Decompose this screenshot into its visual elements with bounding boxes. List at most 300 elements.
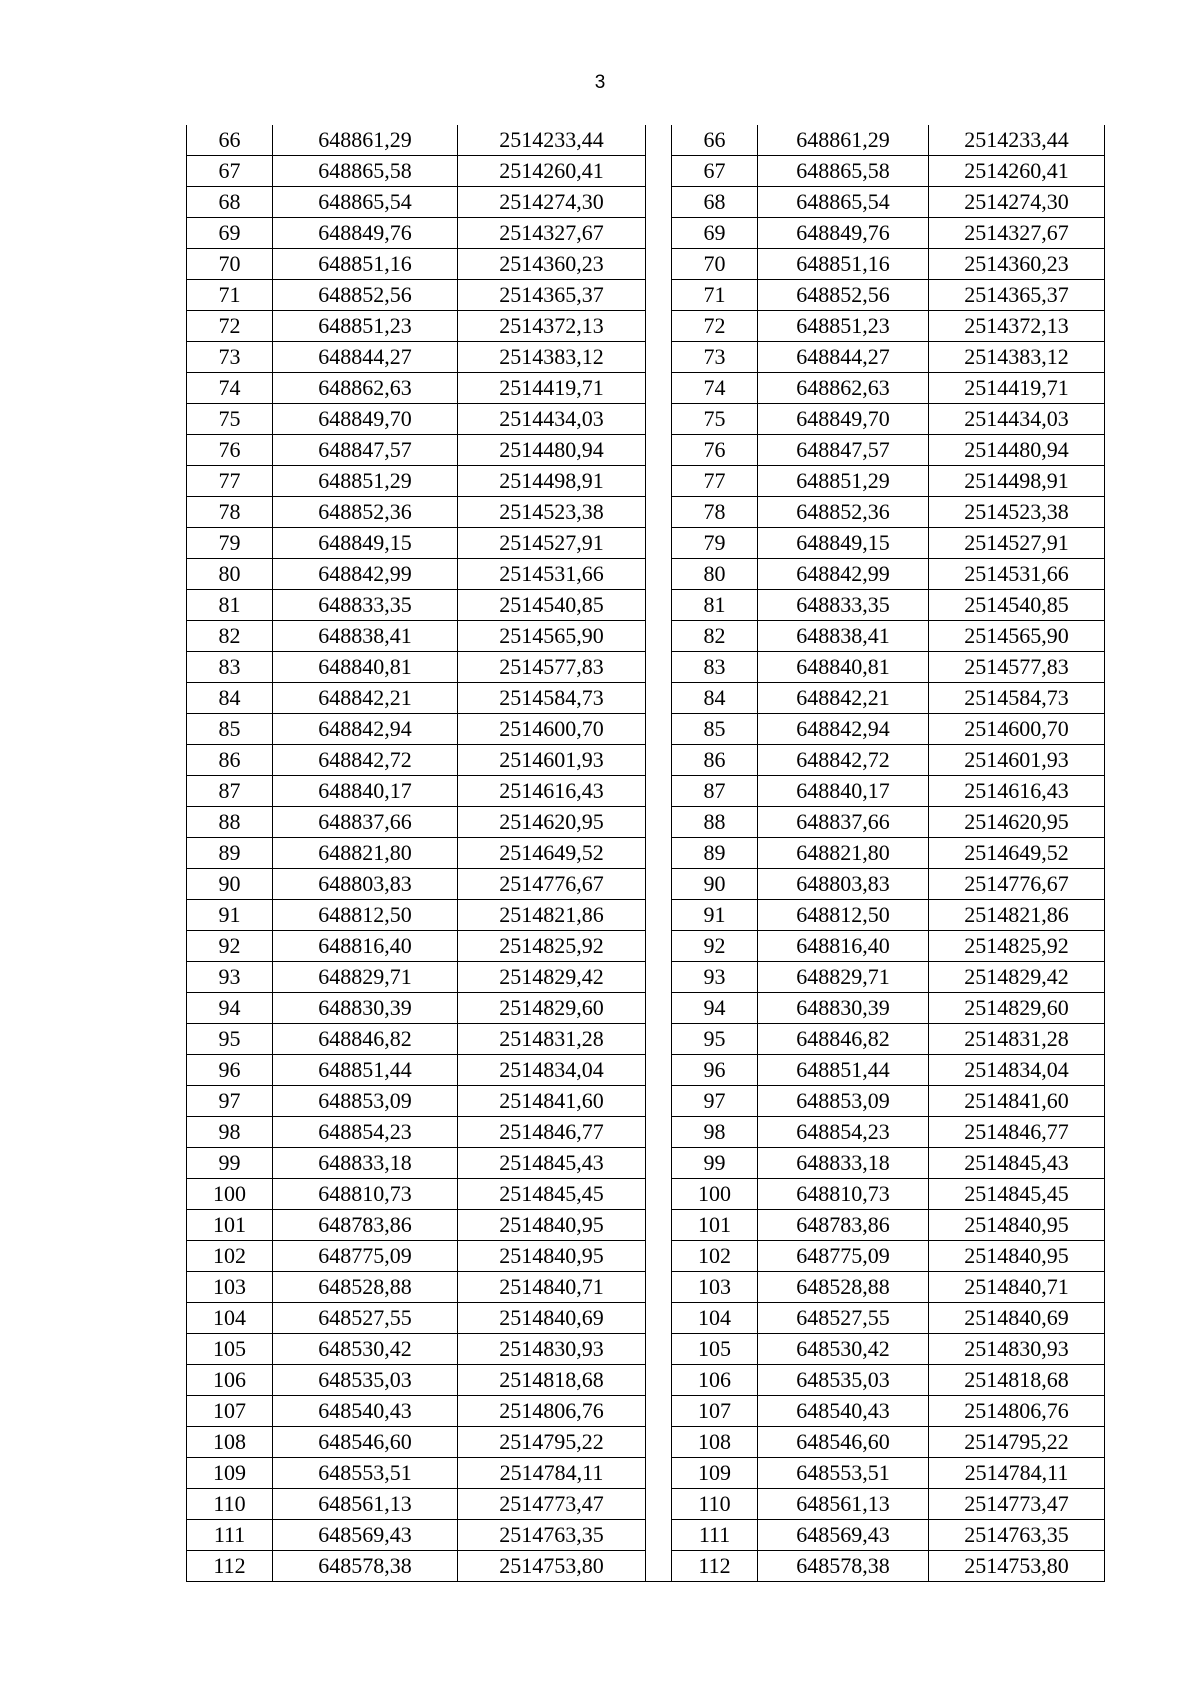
left-point-number-cell: 83 [187,652,273,683]
right-y-coordinate-cell: 2514840,95 [929,1210,1105,1241]
right-point-number-cell: 81 [672,590,758,621]
right-x-coordinate-cell: 648553,51 [758,1458,929,1489]
left-x-coordinate-cell: 648852,56 [273,280,458,311]
right-point-number-cell: 108 [672,1427,758,1458]
right-x-coordinate-cell: 648528,88 [758,1272,929,1303]
left-point-number-cell: 68 [187,187,273,218]
left-x-coordinate-cell: 648861,29 [273,125,458,156]
right-y-coordinate-cell: 2514498,91 [929,466,1105,497]
left-y-coordinate-cell: 2514840,71 [458,1272,646,1303]
right-point-number-cell: 76 [672,435,758,466]
right-y-coordinate-cell: 2514434,03 [929,404,1105,435]
left-x-coordinate-cell: 648530,42 [273,1334,458,1365]
right-y-coordinate-cell: 2514830,93 [929,1334,1105,1365]
column-separator [646,900,672,931]
left-point-number-cell: 72 [187,311,273,342]
right-y-coordinate-cell: 2514480,94 [929,435,1105,466]
left-y-coordinate-cell: 2514233,44 [458,125,646,156]
left-point-number-cell: 71 [187,280,273,311]
right-x-coordinate-cell: 648842,72 [758,745,929,776]
left-x-coordinate-cell: 648803,83 [273,869,458,900]
right-x-coordinate-cell: 648803,83 [758,869,929,900]
column-separator [646,435,672,466]
left-y-coordinate-cell: 2514601,93 [458,745,646,776]
left-y-coordinate-cell: 2514365,37 [458,280,646,311]
right-x-coordinate-cell: 648846,82 [758,1024,929,1055]
column-separator [646,869,672,900]
left-x-coordinate-cell: 648844,27 [273,342,458,373]
right-x-coordinate-cell: 648527,55 [758,1303,929,1334]
right-x-coordinate-cell: 648851,23 [758,311,929,342]
page-number: 3 [594,72,606,93]
right-point-number-cell: 100 [672,1179,758,1210]
table-row [187,1396,1105,1427]
right-y-coordinate-cell: 2514795,22 [929,1427,1105,1458]
right-y-coordinate-cell: 2514233,44 [929,125,1105,156]
right-y-coordinate-cell: 2514327,67 [929,218,1105,249]
left-point-number-cell: 84 [187,683,273,714]
left-y-coordinate-cell: 2514830,93 [458,1334,646,1365]
left-x-coordinate-cell: 648840,17 [273,776,458,807]
left-x-coordinate-cell: 648842,94 [273,714,458,745]
table-row [187,187,1105,218]
right-x-coordinate-cell: 648842,94 [758,714,929,745]
right-y-coordinate-cell: 2514577,83 [929,652,1105,683]
right-point-number-cell: 69 [672,218,758,249]
right-y-coordinate-cell: 2514419,71 [929,373,1105,404]
column-separator [646,1241,672,1272]
left-point-number-cell: 82 [187,621,273,652]
table-row [187,1365,1105,1396]
right-point-number-cell: 77 [672,466,758,497]
column-separator [646,404,672,435]
right-x-coordinate-cell: 648810,73 [758,1179,929,1210]
column-separator [646,652,672,683]
right-y-coordinate-cell: 2514383,12 [929,342,1105,373]
column-separator [646,559,672,590]
right-point-number-cell: 75 [672,404,758,435]
right-y-coordinate-cell: 2514834,04 [929,1055,1105,1086]
right-x-coordinate-cell: 648862,63 [758,373,929,404]
left-x-coordinate-cell: 648853,09 [273,1086,458,1117]
column-separator [646,1179,672,1210]
left-y-coordinate-cell: 2514434,03 [458,404,646,435]
right-x-coordinate-cell: 648535,03 [758,1365,929,1396]
left-y-coordinate-cell: 2514829,60 [458,993,646,1024]
left-point-number-cell: 92 [187,931,273,962]
column-separator [646,1024,672,1055]
table-row [187,962,1105,993]
left-point-number-cell: 78 [187,497,273,528]
left-y-coordinate-cell: 2514649,52 [458,838,646,869]
right-y-coordinate-cell: 2514825,92 [929,931,1105,962]
table-row [187,249,1105,280]
left-y-coordinate-cell: 2514818,68 [458,1365,646,1396]
column-separator [646,590,672,621]
left-x-coordinate-cell: 648851,44 [273,1055,458,1086]
right-x-coordinate-cell: 648833,18 [758,1148,929,1179]
left-x-coordinate-cell: 648854,23 [273,1117,458,1148]
left-point-number-cell: 87 [187,776,273,807]
left-x-coordinate-cell: 648837,66 [273,807,458,838]
right-point-number-cell: 102 [672,1241,758,1272]
table-row [187,1024,1105,1055]
right-point-number-cell: 97 [672,1086,758,1117]
right-y-coordinate-cell: 2514840,69 [929,1303,1105,1334]
table-row [187,342,1105,373]
left-y-coordinate-cell: 2514274,30 [458,187,646,218]
right-point-number-cell: 88 [672,807,758,838]
left-point-number-cell: 109 [187,1458,273,1489]
right-point-number-cell: 98 [672,1117,758,1148]
left-x-coordinate-cell: 648865,58 [273,156,458,187]
table-row [187,528,1105,559]
table-row [187,497,1105,528]
right-y-coordinate-cell: 2514372,13 [929,311,1105,342]
left-x-coordinate-cell: 648546,60 [273,1427,458,1458]
left-point-number-cell: 86 [187,745,273,776]
right-x-coordinate-cell: 648821,80 [758,838,929,869]
table-row [187,280,1105,311]
table-row [187,838,1105,869]
column-separator [646,249,672,280]
right-y-coordinate-cell: 2514763,35 [929,1520,1105,1551]
table-row [187,218,1105,249]
left-point-number-cell: 102 [187,1241,273,1272]
table-row [187,807,1105,838]
left-y-coordinate-cell: 2514327,67 [458,218,646,249]
right-point-number-cell: 104 [672,1303,758,1334]
column-separator [646,776,672,807]
left-point-number-cell: 105 [187,1334,273,1365]
right-point-number-cell: 87 [672,776,758,807]
left-point-number-cell: 89 [187,838,273,869]
right-x-coordinate-cell: 648849,15 [758,528,929,559]
left-x-coordinate-cell: 648849,70 [273,404,458,435]
right-y-coordinate-cell: 2514773,47 [929,1489,1105,1520]
table-row [187,869,1105,900]
right-x-coordinate-cell: 648816,40 [758,931,929,962]
left-point-number-cell: 70 [187,249,273,280]
column-separator [646,1148,672,1179]
column-separator [646,125,672,156]
right-x-coordinate-cell: 648851,29 [758,466,929,497]
left-y-coordinate-cell: 2514834,04 [458,1055,646,1086]
table-row [187,900,1105,931]
right-point-number-cell: 84 [672,683,758,714]
table-row [187,1489,1105,1520]
left-x-coordinate-cell: 648840,81 [273,652,458,683]
table-row [187,652,1105,683]
column-separator [646,1086,672,1117]
column-separator [646,497,672,528]
right-point-number-cell: 89 [672,838,758,869]
right-point-number-cell: 110 [672,1489,758,1520]
column-separator [646,807,672,838]
left-point-number-cell: 74 [187,373,273,404]
left-y-coordinate-cell: 2514845,43 [458,1148,646,1179]
left-x-coordinate-cell: 648865,54 [273,187,458,218]
column-separator [646,1272,672,1303]
left-y-coordinate-cell: 2514753,80 [458,1551,646,1582]
left-y-coordinate-cell: 2514372,13 [458,311,646,342]
right-y-coordinate-cell: 2514274,30 [929,187,1105,218]
column-separator [646,962,672,993]
left-point-number-cell: 96 [187,1055,273,1086]
table-row [187,1427,1105,1458]
column-separator [646,1427,672,1458]
column-separator [646,683,672,714]
left-y-coordinate-cell: 2514840,95 [458,1210,646,1241]
right-y-coordinate-cell: 2514840,71 [929,1272,1105,1303]
coordinates-table-body [187,125,1105,1582]
left-x-coordinate-cell: 648851,23 [273,311,458,342]
right-y-coordinate-cell: 2514260,41 [929,156,1105,187]
table-row [187,1055,1105,1086]
left-x-coordinate-cell: 648846,82 [273,1024,458,1055]
right-x-coordinate-cell: 648842,21 [758,683,929,714]
right-point-number-cell: 71 [672,280,758,311]
column-separator [646,1334,672,1365]
left-point-number-cell: 73 [187,342,273,373]
left-x-coordinate-cell: 648775,09 [273,1241,458,1272]
right-point-number-cell: 105 [672,1334,758,1365]
left-x-coordinate-cell: 648849,15 [273,528,458,559]
left-point-number-cell: 100 [187,1179,273,1210]
left-x-coordinate-cell: 648569,43 [273,1520,458,1551]
left-y-coordinate-cell: 2514480,94 [458,435,646,466]
right-x-coordinate-cell: 648852,56 [758,280,929,311]
column-separator [646,466,672,497]
right-x-coordinate-cell: 648540,43 [758,1396,929,1427]
left-y-coordinate-cell: 2514620,95 [458,807,646,838]
left-x-coordinate-cell: 648821,80 [273,838,458,869]
table-row [187,373,1105,404]
left-point-number-cell: 104 [187,1303,273,1334]
left-y-coordinate-cell: 2514825,92 [458,931,646,962]
right-x-coordinate-cell: 648849,70 [758,404,929,435]
left-y-coordinate-cell: 2514616,43 [458,776,646,807]
column-separator [646,993,672,1024]
right-x-coordinate-cell: 648865,54 [758,187,929,218]
left-y-coordinate-cell: 2514763,35 [458,1520,646,1551]
left-point-number-cell: 81 [187,590,273,621]
table-row [187,621,1105,652]
left-x-coordinate-cell: 648842,72 [273,745,458,776]
right-y-coordinate-cell: 2514821,86 [929,900,1105,931]
right-x-coordinate-cell: 648838,41 [758,621,929,652]
right-point-number-cell: 74 [672,373,758,404]
right-point-number-cell: 86 [672,745,758,776]
table-row [187,590,1105,621]
left-x-coordinate-cell: 648783,86 [273,1210,458,1241]
left-point-number-cell: 77 [187,466,273,497]
left-y-coordinate-cell: 2514773,47 [458,1489,646,1520]
right-point-number-cell: 82 [672,621,758,652]
table-row [187,156,1105,187]
left-point-number-cell: 107 [187,1396,273,1427]
column-separator [646,1303,672,1334]
right-x-coordinate-cell: 648840,81 [758,652,929,683]
left-x-coordinate-cell: 648540,43 [273,1396,458,1427]
right-point-number-cell: 90 [672,869,758,900]
left-x-coordinate-cell: 648842,99 [273,559,458,590]
right-x-coordinate-cell: 648829,71 [758,962,929,993]
left-y-coordinate-cell: 2514527,91 [458,528,646,559]
right-point-number-cell: 95 [672,1024,758,1055]
column-separator [646,187,672,218]
column-separator [646,931,672,962]
left-y-coordinate-cell: 2514840,95 [458,1241,646,1272]
right-x-coordinate-cell: 648844,27 [758,342,929,373]
right-point-number-cell: 79 [672,528,758,559]
left-x-coordinate-cell: 648851,29 [273,466,458,497]
left-x-coordinate-cell: 648578,38 [273,1551,458,1582]
left-x-coordinate-cell: 648535,03 [273,1365,458,1396]
left-point-number-cell: 98 [187,1117,273,1148]
left-y-coordinate-cell: 2514577,83 [458,652,646,683]
left-y-coordinate-cell: 2514584,73 [458,683,646,714]
right-x-coordinate-cell: 648840,17 [758,776,929,807]
table-row [187,1272,1105,1303]
column-separator [646,311,672,342]
table-row [187,1241,1105,1272]
column-separator [646,1458,672,1489]
left-point-number-cell: 75 [187,404,273,435]
right-x-coordinate-cell: 648854,23 [758,1117,929,1148]
table-row [187,931,1105,962]
right-x-coordinate-cell: 648830,39 [758,993,929,1024]
table-row [187,1210,1105,1241]
right-x-coordinate-cell: 648851,44 [758,1055,929,1086]
left-y-coordinate-cell: 2514840,69 [458,1303,646,1334]
column-separator [646,1055,672,1086]
right-x-coordinate-cell: 648546,60 [758,1427,929,1458]
table-row [187,466,1105,497]
left-y-coordinate-cell: 2514531,66 [458,559,646,590]
column-separator [646,342,672,373]
right-y-coordinate-cell: 2514620,95 [929,807,1105,838]
column-separator [646,1117,672,1148]
left-x-coordinate-cell: 648852,36 [273,497,458,528]
right-y-coordinate-cell: 2514776,67 [929,869,1105,900]
right-x-coordinate-cell: 648561,13 [758,1489,929,1520]
right-x-coordinate-cell: 648853,09 [758,1086,929,1117]
right-x-coordinate-cell: 648847,57 [758,435,929,466]
left-y-coordinate-cell: 2514540,85 [458,590,646,621]
left-x-coordinate-cell: 648810,73 [273,1179,458,1210]
left-y-coordinate-cell: 2514523,38 [458,497,646,528]
right-point-number-cell: 93 [672,962,758,993]
right-x-coordinate-cell: 648833,35 [758,590,929,621]
right-point-number-cell: 111 [672,1520,758,1551]
left-point-number-cell: 101 [187,1210,273,1241]
right-y-coordinate-cell: 2514845,43 [929,1148,1105,1179]
right-x-coordinate-cell: 648578,38 [758,1551,929,1582]
right-point-number-cell: 92 [672,931,758,962]
column-separator [646,218,672,249]
left-y-coordinate-cell: 2514795,22 [458,1427,646,1458]
right-point-number-cell: 96 [672,1055,758,1086]
left-point-number-cell: 103 [187,1272,273,1303]
left-y-coordinate-cell: 2514821,86 [458,900,646,931]
right-x-coordinate-cell: 648775,09 [758,1241,929,1272]
left-point-number-cell: 111 [187,1520,273,1551]
left-y-coordinate-cell: 2514806,76 [458,1396,646,1427]
left-y-coordinate-cell: 2514829,42 [458,962,646,993]
right-point-number-cell: 83 [672,652,758,683]
right-point-number-cell: 67 [672,156,758,187]
left-x-coordinate-cell: 648851,16 [273,249,458,280]
left-y-coordinate-cell: 2514360,23 [458,249,646,280]
right-y-coordinate-cell: 2514818,68 [929,1365,1105,1396]
left-y-coordinate-cell: 2514565,90 [458,621,646,652]
left-x-coordinate-cell: 648528,88 [273,1272,458,1303]
right-point-number-cell: 101 [672,1210,758,1241]
left-point-number-cell: 79 [187,528,273,559]
column-separator [646,1489,672,1520]
column-separator [646,156,672,187]
left-y-coordinate-cell: 2514784,11 [458,1458,646,1489]
left-point-number-cell: 93 [187,962,273,993]
left-point-number-cell: 110 [187,1489,273,1520]
table-row [187,1086,1105,1117]
right-y-coordinate-cell: 2514846,77 [929,1117,1105,1148]
right-y-coordinate-cell: 2514840,95 [929,1241,1105,1272]
column-separator [646,373,672,404]
table-row [187,1520,1105,1551]
table-row [187,1551,1105,1582]
right-x-coordinate-cell: 648842,99 [758,559,929,590]
right-x-coordinate-cell: 648812,50 [758,900,929,931]
right-y-coordinate-cell: 2514600,70 [929,714,1105,745]
table-row [187,559,1105,590]
right-point-number-cell: 66 [672,125,758,156]
right-x-coordinate-cell: 648851,16 [758,249,929,280]
right-point-number-cell: 73 [672,342,758,373]
right-y-coordinate-cell: 2514831,28 [929,1024,1105,1055]
table-row [187,714,1105,745]
right-point-number-cell: 106 [672,1365,758,1396]
left-x-coordinate-cell: 648561,13 [273,1489,458,1520]
column-separator [646,528,672,559]
left-point-number-cell: 76 [187,435,273,466]
column-separator [646,1396,672,1427]
table-row [187,404,1105,435]
left-x-coordinate-cell: 648833,35 [273,590,458,621]
right-y-coordinate-cell: 2514523,38 [929,497,1105,528]
left-point-number-cell: 85 [187,714,273,745]
right-point-number-cell: 72 [672,311,758,342]
right-x-coordinate-cell: 648865,58 [758,156,929,187]
right-point-number-cell: 68 [672,187,758,218]
right-y-coordinate-cell: 2514365,37 [929,280,1105,311]
left-x-coordinate-cell: 648847,57 [273,435,458,466]
table-row [187,776,1105,807]
left-y-coordinate-cell: 2514383,12 [458,342,646,373]
left-point-number-cell: 67 [187,156,273,187]
table-row [187,1179,1105,1210]
right-point-number-cell: 109 [672,1458,758,1489]
table-row [187,311,1105,342]
right-y-coordinate-cell: 2514584,73 [929,683,1105,714]
left-point-number-cell: 95 [187,1024,273,1055]
left-x-coordinate-cell: 648830,39 [273,993,458,1024]
right-y-coordinate-cell: 2514829,42 [929,962,1105,993]
coordinates-table [186,125,1105,1582]
right-y-coordinate-cell: 2514841,60 [929,1086,1105,1117]
right-y-coordinate-cell: 2514829,60 [929,993,1105,1024]
